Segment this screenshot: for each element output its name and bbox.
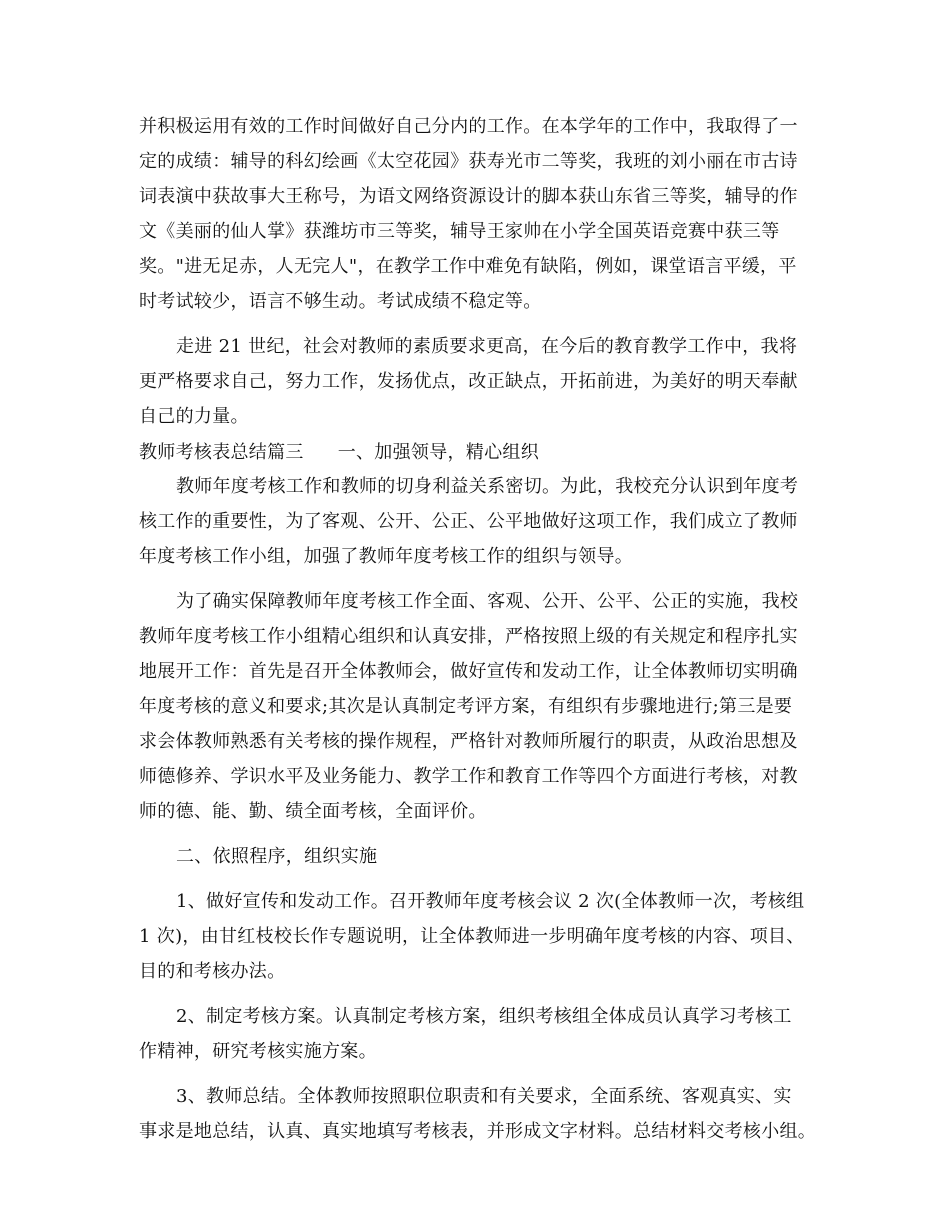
para-future-line: 走进 21 世纪，社会对教师的素质要求更高，在今后的教育教学工作中，我将 — [176, 336, 798, 357]
para-implementation-line: 师的德、能、勤、绩全面考核，全面评价。 — [139, 801, 487, 822]
para-achievements-line: 文《美丽的仙人掌》获潍坊市三等奖，辅导王家帅在小学全国英语竞赛中获三等 — [139, 221, 780, 242]
para-implementation-line: 师德修养、学识水平及业务能力、教学工作和教育工作等四个方面进行考核，对教 — [139, 766, 798, 787]
section-heading — [139, 442, 829, 464]
para-achievements-line: 词表演中获故事大王称号，为语文网络资源设计的脚本获山东省三等奖，辅导的作 — [139, 186, 798, 207]
para-step-2-line: 作精神，研究考核实施方案。 — [139, 1041, 377, 1062]
para-step-2-line: 2、制定考核方案。认真制定考核方案，组织考核组全体成员认真学习考核工 — [176, 1006, 792, 1027]
para-step-1-line: 1 次)，由甘红枝校长作专题说明，让全体教师进一步明确年度考核的内容、项目、 — [139, 926, 805, 947]
para-step-1-line: 1、做好宣传和发动工作。召开教师年度考核会议 2 次(全体教师一次，考核组 — [176, 891, 805, 912]
para-implementation-line: 为了确实保障教师年度考核工作全面、客观、公开、公平、公正的实施，我校 — [176, 591, 799, 612]
section-subtitle: 一、加强领导，精心组织 — [337, 442, 540, 463]
para-implementation-line: 地展开工作：首先是召开全体教师会，做好宣传和发动工作，让全体教师切实明确 — [139, 661, 798, 682]
section-two-heading: 二、依照程序，组织实施 — [176, 846, 378, 867]
para-achievements-line: 奖。"进无足赤，人无完人"，在教学工作中难免有缺陷，例如，课堂语言平缓，平 — [139, 256, 797, 277]
para-achievements-line: 并积极运用有效的工作时间做好自己分内的工作。在本学年的工作中，我取得了一 — [139, 116, 798, 137]
para-implementation-line: 求会体教师熟悉有关考核的操作规程，严格针对教师所履行的职责，从政治思想及 — [139, 731, 798, 752]
para-importance-line: 年度考核工作小组，加强了教师年度考核工作的组织与领导。 — [139, 546, 634, 567]
section-title: 教师考核表总结篇三 — [139, 442, 304, 463]
para-achievements-line: 定的成绩：辅导的科幻绘画《太空花园》获寿光市二等奖，我班的刘小丽在市古诗 — [139, 151, 798, 172]
para-step-1-line: 目的和考核办法。 — [139, 961, 286, 982]
para-importance-line: 教师年度考核工作和教师的切身利益关系密切。为此，我校充分认识到年度考 — [176, 476, 799, 497]
para-implementation-line: 教师年度考核工作小组精心组织和认真安排，严格按照上级的有关规定和程序扎实 — [139, 626, 798, 647]
para-importance-line: 核工作的重要性，为了客观、公开、公正、公平地做好这项工作，我们成立了教师 — [139, 511, 798, 532]
para-future-line: 更严格要求自己，努力工作，发扬优点，改正缺点，开拓前进，为美好的明天奉献 — [139, 371, 798, 392]
para-future-line: 自己的力量。 — [139, 406, 249, 427]
para-implementation-line: 年度考核的意义和要求;其次是认真制定考评方案，有组织有步骤地进行;第三是要 — [139, 696, 793, 717]
para-achievements-line: 时考试较少，语言不够生动。考试成绩不稳定等。 — [139, 291, 542, 312]
para-step-3-line: 事求是地总结，认真、真实地填写考核表，并形成文字材料。总结材料交考核小组。 — [139, 1121, 817, 1142]
para-step-3-line: 3、教师总结。全体教师按照职位职责和有关要求，全面系统、客观真实、实 — [176, 1086, 792, 1107]
